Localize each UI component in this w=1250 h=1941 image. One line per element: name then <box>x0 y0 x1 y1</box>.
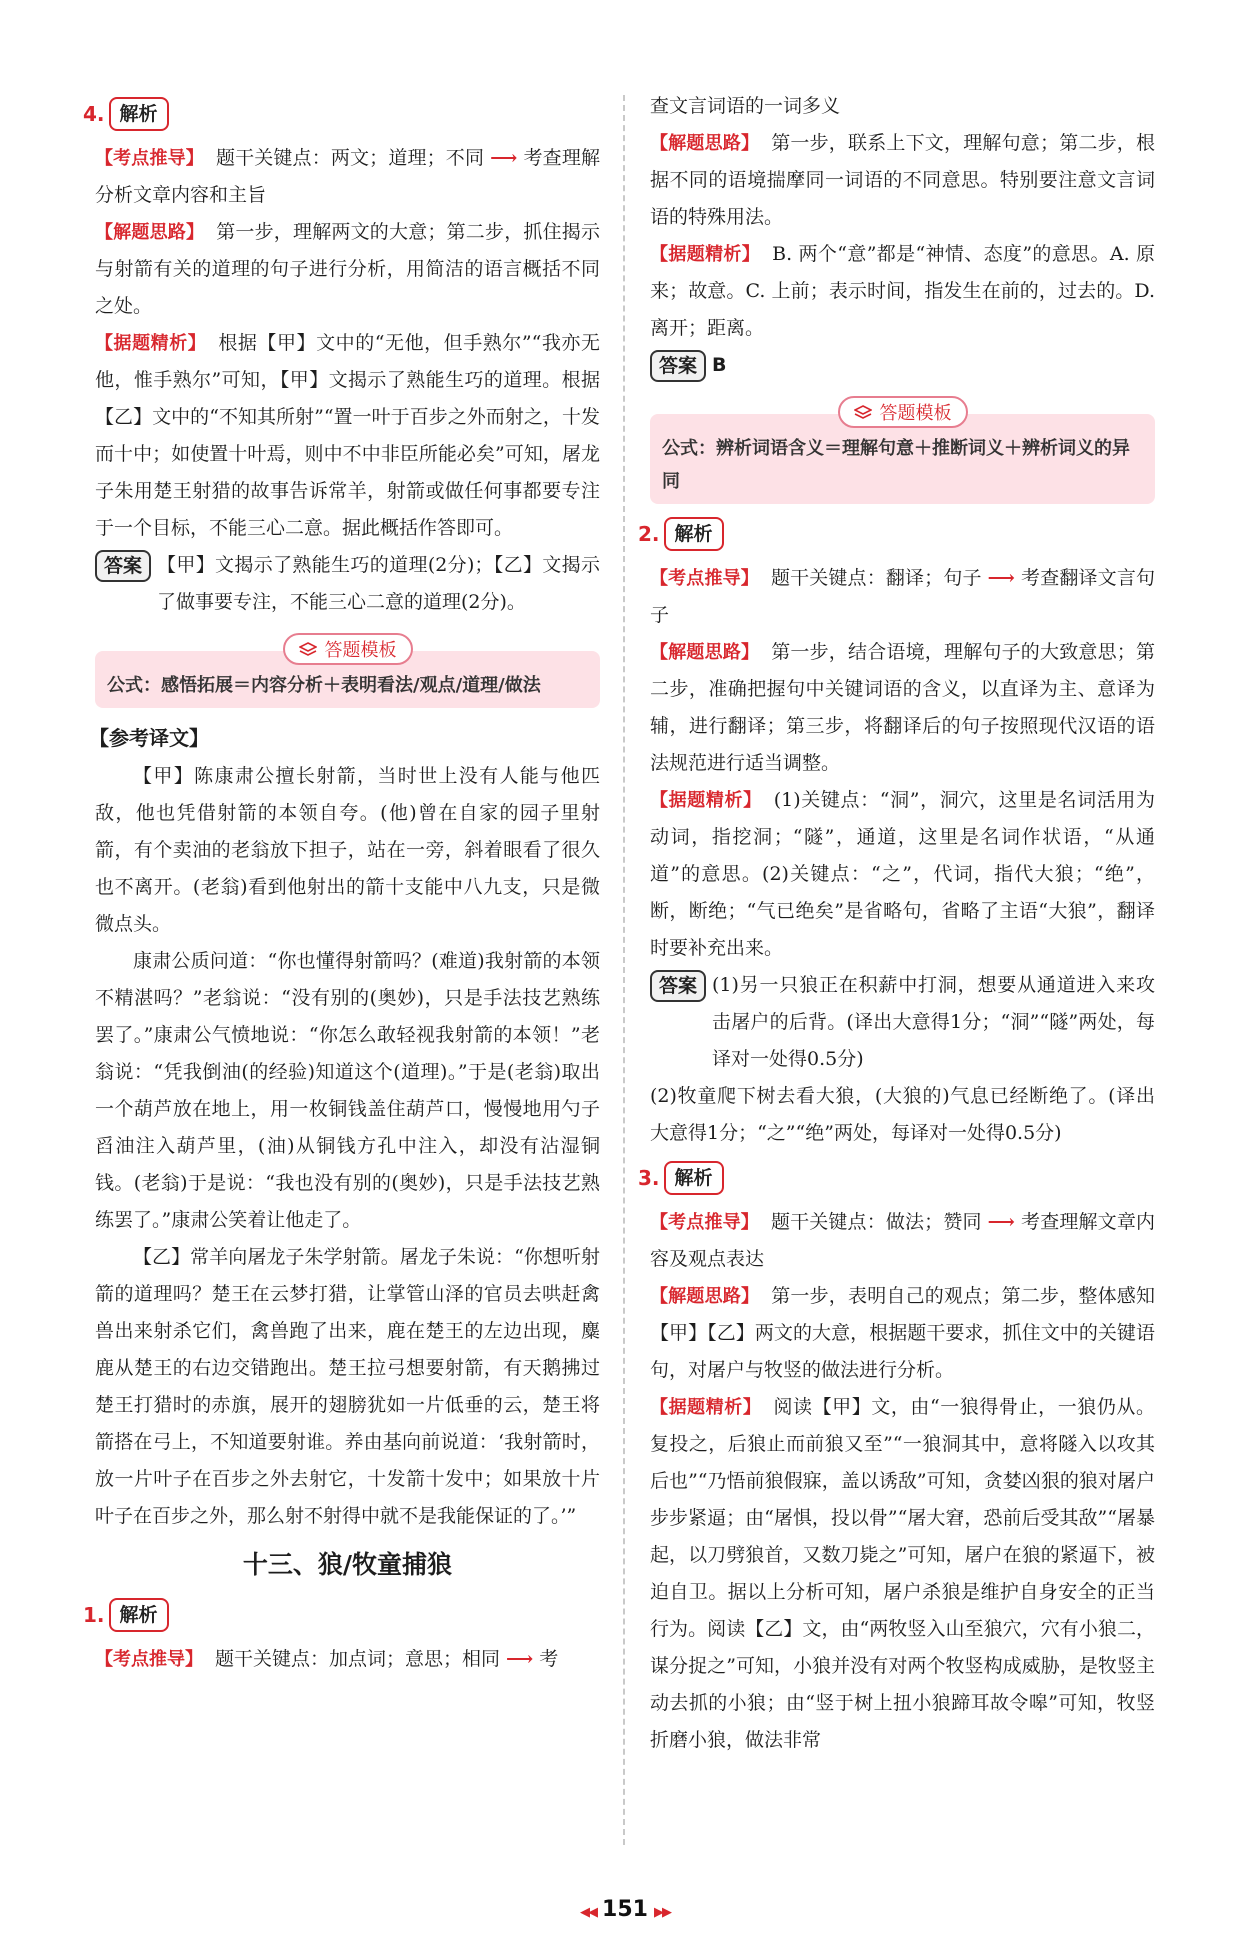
question-2-header <box>638 514 1155 554</box>
precise-paragraph <box>95 325 600 547</box>
point-paragraph <box>650 560 1155 634</box>
page-number <box>0 1897 1250 1922</box>
question-3-header <box>638 1158 1155 1198</box>
arrow-right-icon: ⟶ <box>490 147 518 169</box>
point-text: 题干关键点：加点词；意思；相同 <box>215 1648 501 1670</box>
answer-template <box>650 396 1155 504</box>
precise-paragraph <box>650 782 1155 967</box>
column-divider <box>623 95 625 1845</box>
approach-paragraph <box>650 634 1155 782</box>
arrow-right-icon: ⟶ <box>987 567 1015 589</box>
question-number: 2. <box>638 522 660 546</box>
translation-paragraph: 【乙】常羊向屠龙子朱学射箭。屠龙子朱说：“你想听射箭的道理吗？楚王在云梦打猎，让掌管山泽的官员去哄赶禽兽出来射杀它们，禽兽跑了出来，鹿在楚王的左边出现，麋鹿从楚王的右边交错跑出。楚王拉弓想要射箭，有天鹅拂过楚王打猎时的赤旗，展开的翅膀犹如一片低垂的云，楚王将箭搭在弓上，不知道要射谁。养由基向前说道：‘我射箭时，放一片叶子在百步之外去射它，十发箭十发中；如果放十片叶子在百步之外，那么射不射得中就不是我能保证的了。’” <box>95 1246 600 1527</box>
point-text: 题干关键点：两文；道理；不同 <box>215 147 485 169</box>
answer-text: B <box>712 354 727 376</box>
answer-text: 【甲】文揭示了熟能生巧的道理(2分)；【乙】文揭示了做事要专注，不能三心二意的道理(2分)。 <box>157 554 600 613</box>
precise-text: B. 两个“意”都是“神情、态度”的意思。A. 原来；故意。C. 上前；表示时间，指发生在前的，过去的。D. 离开；距离。 <box>650 243 1156 339</box>
approach-tag: 【解题思路】 <box>650 1286 760 1307</box>
point-paragraph <box>95 1641 600 1678</box>
point-result: 考 <box>539 1648 559 1670</box>
approach-paragraph <box>650 125 1155 236</box>
right-column <box>638 88 1156 1759</box>
point-tag: 【考点推导】 <box>95 1649 203 1670</box>
point-paragraph <box>650 1204 1155 1278</box>
point-text: 题干关键点：翻译；句子 <box>770 567 982 589</box>
left-column <box>83 88 600 1678</box>
layers-icon <box>854 405 872 419</box>
page-number-text: 151 <box>602 1897 648 1922</box>
approach-text: 第一步，结合语境，理解句子的大致意思；第二步，准确把握句中关键词语的含义，以直译为主、意译为辅，进行翻译；第三步，将翻译后的句子按照现代汉语的语法规范进行适当调整。 <box>650 641 1155 774</box>
translation-paragraph: 【甲】陈康肃公擅长射箭，当时世上没有人能与他匹敌，他也凭借射箭的本领自夸。(他)曾在自家的园子里射箭，有个卖油的老翁放下担子，站在一旁，斜着眼看了很久也不离开。(老翁)看到他射出的箭十支能中八九支，只是微微点头。 <box>95 765 600 935</box>
precise-tag: 【据题精析】 <box>650 244 761 265</box>
translation-paragraph: 康肃公质问道：“你也懂得射箭吗？(难道)我射箭的本领不精湛吗？”老翁说：“没有别的(奥妙)，只是手法技艺熟练罢了。”康肃公气愤地说：“你怎么敢轻视我射箭的本领！”老翁说：“凭我倒油(的经验)知道这个(道理)。”于是(老翁)取出一个葫芦放在地上，用一枚铜钱盖住葫芦口，慢慢地用勺子舀油注入葫芦里，(油)从铜钱方孔中注入，却没有沾湿铜钱。(老翁)于是说：“我也没有别的(奥妙)，只是手法技艺熟练罢了。”康肃公笑着让他走了。 <box>95 950 600 1231</box>
analysis-badge: 解析 <box>664 517 724 551</box>
analysis-badge: 解析 <box>664 1161 724 1195</box>
precise-text: (1)关键点：“洞”，洞穴，这里是名词活用为动词，指挖洞；“隧”，通道，这里是名词作状语，“从通道”的意思。(2)关键点：“之”，代词，指代大狼；“绝”，断，断绝；“气已绝矣”是省略句，省略了主语“大狼”，翻译时要补充出来。 <box>650 789 1156 959</box>
section-title: 十三、狼/牧童捕狼 <box>242 1550 453 1579</box>
template-label: 答题模板 <box>324 640 397 661</box>
answer-badge: 答案 <box>95 550 151 582</box>
question-4-header <box>83 94 600 134</box>
analysis-badge: 解析 <box>109 97 169 131</box>
template-formula: 公式：感悟拓展＝内容分析＋表明看法/观点/道理/做法 <box>95 651 600 708</box>
answer-text: (1)另一只狼正在积薪中打洞，想要从通道进入来攻击屠户的后背。(译出大意得1分；“洞”“隧”两处，每译对一处得0.5分) <box>712 974 1155 1070</box>
question-number: 4. <box>83 102 105 126</box>
point-tag: 【考点推导】 <box>95 148 204 169</box>
right-arrows-icon: ▶▶ <box>653 1905 670 1920</box>
precise-text: 根据【甲】文中的“无他，但手熟尔”“我亦无他，惟手熟尔”可知，【甲】文揭示了熟能生巧的道理。根据【乙】文中的“不知其所射”“置一叶于百步之外而射之，十发而十中；如使置十叶焉，则中不中非臣所能必矣”可知，屠龙子朱用楚王射猎的故事告诉常羊，射箭或做任何事都要专注于一个目标，不能三心二意。据此概括作答即可。 <box>95 332 600 539</box>
precise-tag: 【据题精析】 <box>95 333 207 354</box>
arrow-right-icon: ⟶ <box>987 1211 1015 1233</box>
answer-block <box>650 967 1155 1078</box>
approach-text: 第一步，联系上下文，理解句意；第二步，根据不同的语境揣摩同一词语的不同意思。特别要注意文言词语的特殊用法。 <box>650 132 1155 228</box>
precise-paragraph <box>650 236 1155 347</box>
approach-tag: 【解题思路】 <box>650 642 760 663</box>
precise-text: 阅读【甲】文，由“一狼得骨止，一狼仍从。复投之，后狼止而前狼又至”“一狼洞其中，意将隧入以攻其后也”“乃悟前狼假寐，盖以诱敌”可知，贪婪凶狠的狼对屠户步步紧逼；由“屠惧，投以骨”“屠大窘，恐前后受其敌”“屠暴起，以刀劈狼首，又数刀毙之”可知，屠户在狼的紧逼下，被迫自卫。据以上分析可知，屠户杀狼是维护自身安全的正当行为。阅读【乙】文，由“两牧竖入山至狼穴，穴有小狼二，谋分捉之”可知，小狼并没有对两个牧竖构成威胁，是牧竖主动去抓的小狼；由“竖于树上扭小狼蹄耳故令嗥”可知，牧竖折磨小狼，做法非常 <box>650 1396 1156 1751</box>
answer-block <box>95 547 600 621</box>
point-result: 考查理解分析文章内容和主旨 <box>95 147 600 206</box>
answer-badge: 答案 <box>650 350 706 382</box>
template-formula: 公式：辨析词语含义＝理解句意＋推断词义＋辨析词义的异同 <box>650 414 1155 504</box>
approach-paragraph <box>650 1278 1155 1389</box>
precise-paragraph <box>650 1389 1155 1759</box>
answer-block <box>650 347 1155 384</box>
left-arrows-icon: ◀◀ <box>580 1905 597 1920</box>
reference-translation-title: 【参考译文】 <box>89 726 209 750</box>
point-continuation: 查文言词语的一词多义 <box>650 95 841 117</box>
point-text: 题干关键点：做法；赞同 <box>770 1211 982 1233</box>
point-result: 考查翻译文言句子 <box>650 567 1155 626</box>
approach-text: 第一步，表明自己的观点；第二步，整体感知【甲】【乙】两文的大意，根据题干要求，抓住文中的关键语句，对屠户与牧竖的做法进行分析。 <box>650 1285 1155 1381</box>
question-number: 3. <box>638 1166 660 1190</box>
point-tag: 【考点推导】 <box>650 1212 759 1233</box>
analysis-badge: 解析 <box>109 1598 169 1632</box>
answer-badge: 答案 <box>650 970 706 1002</box>
approach-tag: 【解题思路】 <box>95 222 205 243</box>
question-1-header <box>83 1595 600 1635</box>
template-label: 答题模板 <box>879 403 952 424</box>
template-badge <box>283 633 413 665</box>
approach-tag: 【解题思路】 <box>650 133 760 154</box>
precise-tag: 【据题精析】 <box>650 790 762 811</box>
answer-text-2: (2)牧童爬下树去看大狼，(大狼的)气息已经断绝了。(译出大意得1分；“之”“绝”两处，每译对一处得0.5分) <box>650 1085 1155 1144</box>
approach-text: 第一步，理解两文的大意；第二步，抓住揭示与射箭有关的道理的句子进行分析，用简洁的语言概括不同之处。 <box>95 221 600 317</box>
answer-template <box>95 633 600 708</box>
template-badge <box>838 396 968 428</box>
approach-paragraph <box>95 214 600 325</box>
arrow-right-icon: ⟶ <box>506 1648 534 1670</box>
question-number: 1. <box>83 1603 105 1627</box>
point-tag: 【考点推导】 <box>650 568 759 589</box>
point-paragraph <box>95 140 600 214</box>
layers-icon <box>299 642 317 656</box>
precise-tag: 【据题精析】 <box>650 1397 762 1418</box>
point-result: 考查理解文章内容及观点表达 <box>650 1211 1155 1270</box>
